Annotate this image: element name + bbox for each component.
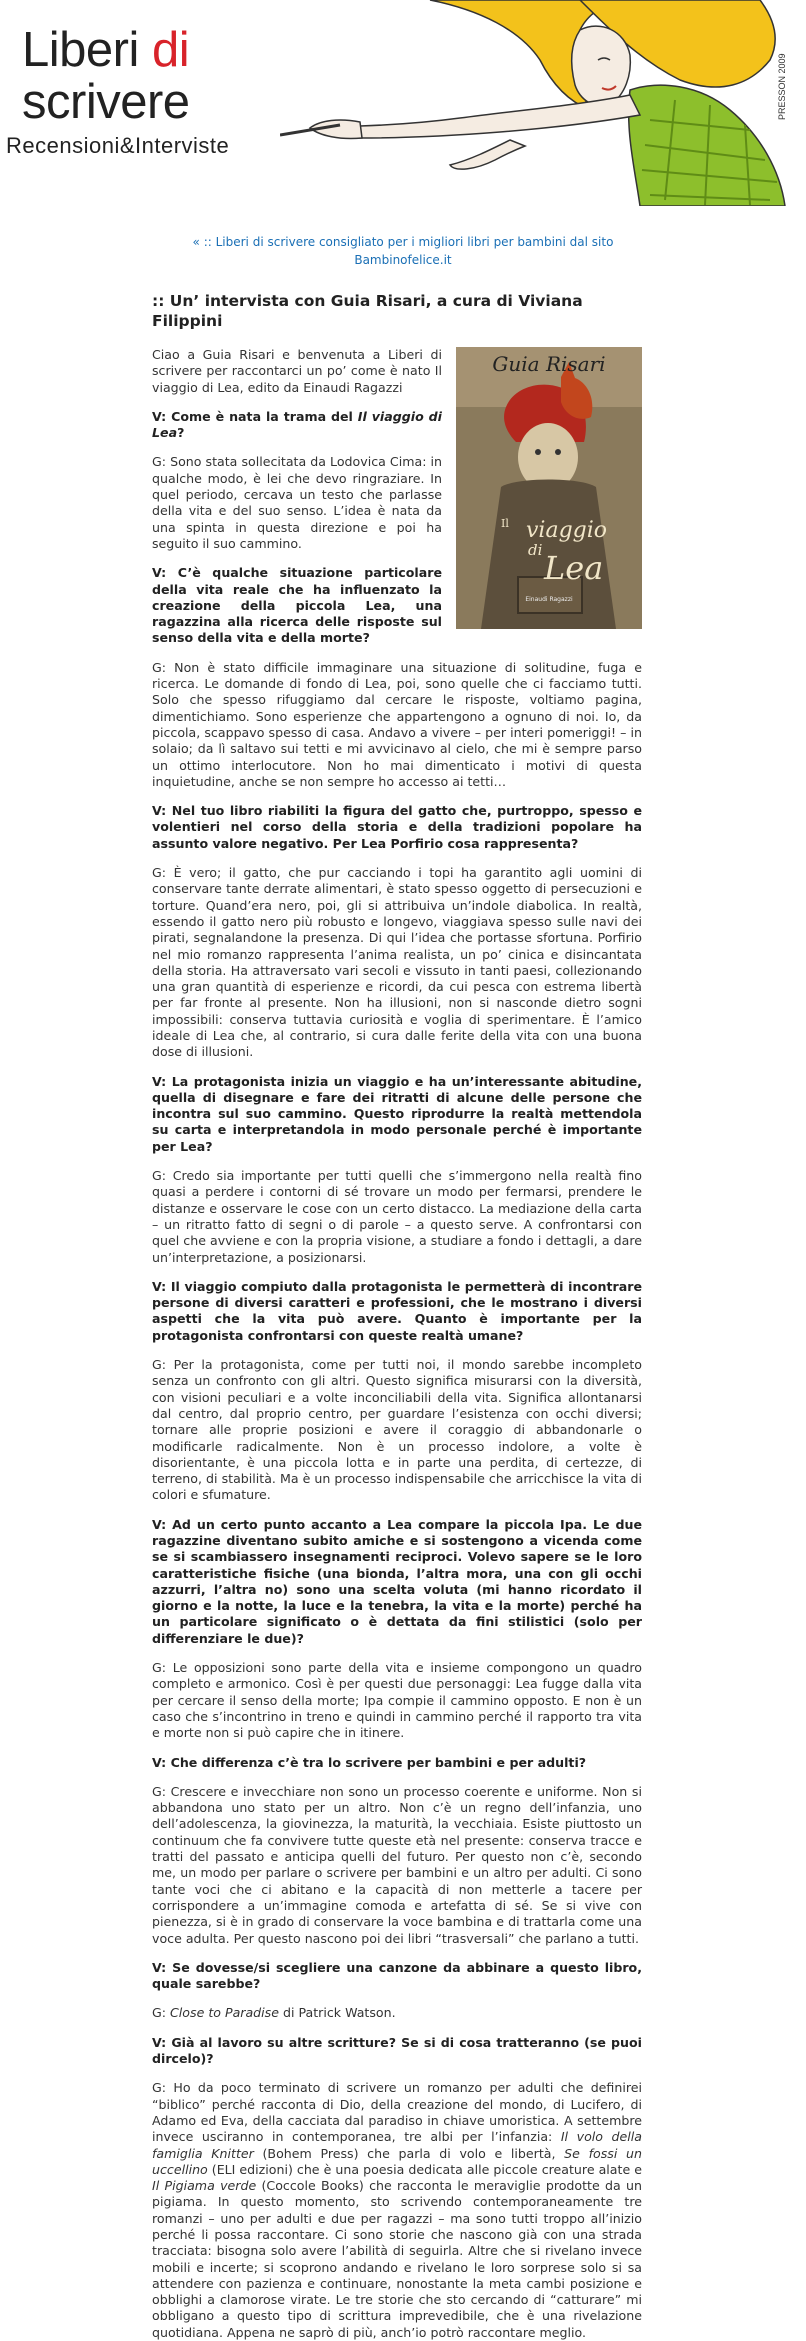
answer-8-rest: di Patrick Watson.	[278, 2005, 396, 2021]
answer-6: G: Le opposizioni sono parte della vita e insieme compongono un quadro completo e armonico. Così è per questi due personaggi: Lea fugge dalla vita per cercare il senso della morte; Ipa compie il cammino opposto. E non è un caso che s’incontrino in treno e quindi in cammino perché il rapporto tra vita e morte non si può capire che in itinere.	[152, 1660, 642, 1741]
post	[152, 291, 642, 2341]
question-1-end: ?	[177, 425, 185, 441]
answer-2: G: Non è stato difficile immaginare una situazione di solitudine, fuga e ricerca. Le domande di fondo di Lea, poi, sono quelle che ci facciamo tutti. Solo che spesso rifuggiamo dal cercare le risposte, voltiamo pagina, dimentichiamo. Sono esperienze che appartengono a ognuno di noi. Io, da piccola, scappavo spesso di casa. Andavo a vivere – per interi pomeriggi! – in solaio; da lì saltavo sui tetti e mi avvicinavo al cielo, che mi è sempre parso un ottimo interlocutore. Non ho mai dimenticato i motivi di questa inquietudine, anche se non sempre ho accesso ai tetti…	[152, 659, 642, 789]
answer-9-part-4: (Coccole Books) che racconta le meraviglie prodotte da un pigiama. In questo momento, sto scrivendo contemporaneamente tre romanzi – uno per adulti e due per ragazzi – ma sono tutti troppo all’inizio perché li possa raccontare. Ci sono storie che nascono già con una strada tracciata: bisogna solo avere l’abilità di seguirla. Altre che si rivelano invece mobili e incerte; si scoprono andando e rivelano le loro sorprese solo si sa attendere con pazienza e continuare, nonostante la meta cambi posizione e obblighi a clamorose virate. Le tre storie che sto cercando di “catturare” mi obbligano a questo tipo di scrittura imprevedibile, che è una rivelazione quotidiana. Appena ne saprò di più, anch’io potrò raccontare meglio.	[152, 2178, 642, 2340]
book-cover-title-4: Lea	[544, 549, 604, 587]
question-1-book-title: Il viaggio di Lea	[152, 408, 442, 441]
book-cover-author: Guia Risari	[492, 352, 606, 376]
question-9: V: Già al lavoro su altre scritture? Se si di cosa tratteranno (se puoi dircelo)?	[152, 2034, 642, 2067]
answer-5: G: Per la protagonista, come per tutti noi, il mondo sarebbe incompleto senza un confronto con gli altri. Questo significa misurarsi con la diversità, con visioni peculiari e a volte inconciliabili della vita. Significa allontanarsi dal centro, dal proprio centro, per guardare l’esistenza con occhi diversi; tornare alle proprie posizioni e avere il coraggio di abbandonarle o modificarle radicalmente. Non è un processo indolore, a volte è disorientante, è una piccola lotta e in parte una perdita, di certezze, di terreno, di stabilità. Ma è un processo indispensabile che arricchisce la vita di colori e sfumature.	[152, 1357, 642, 1503]
answer-9-book-3: Il Pigiama verde	[152, 2178, 257, 2194]
answer-9-book-1: Il volo della famiglia Knitter	[152, 2129, 642, 2161]
book-cover-image	[456, 347, 642, 629]
question-4: V: La protagonista inizia un viaggio e ha un’interessante abitudine, quella di disegnare e fare dei ritratti di alcune delle persone che incontra sul suo cammino. Questo riprodurre la realtà mettendola su carta e interpretandola in modo personale perché è importante per Lea?	[152, 1073, 642, 1154]
prev-post-nav	[143, 233, 663, 269]
answer-9-part-1: G: Ho da poco terminato di scrivere un romanzo per adulti che definirei “biblico” perché racconta di Dio, della creazione del mondo, di Lucifero, di Adamo ed Eva, della cacciata dal paradiso in chiave umoristica. A settembre invece usciranno in contemporanea, tre albi per l’infanzia:	[152, 2080, 642, 2145]
post-title[interactable]: :: Un’ intervista con Guia Risari, a cura di Viviana Filippini	[152, 292, 583, 330]
answer-8-song: Close to Paradise	[170, 2005, 279, 2021]
question-7: V: Che differenza c’è tra lo scrivere per bambini e per adulti?	[152, 1754, 587, 1770]
book-cover-publisher: Einaudi Ragazzi	[525, 596, 573, 603]
book-cover-title-2: viaggio	[526, 518, 608, 543]
site-header	[0, 0, 806, 206]
logo-word-di: di	[151, 23, 190, 77]
book-cover-title-3: di	[528, 541, 543, 559]
answer-8	[152, 2005, 642, 2021]
book-cover-title-1: Il	[501, 517, 509, 530]
logo-subtitle: Recensioni&Interviste	[6, 133, 230, 158]
answer-9	[152, 2080, 642, 2341]
site-logo[interactable]	[22, 24, 262, 128]
question-5: V: Il viaggio compiuto dalla protagonista le permetterà di incontrare persone di diversi caratteri e professioni, che le mostrano i diversi aspetti che la vita può avere. Quanto è importante per la protagonista confrontarsi con queste realtà umane?	[152, 1278, 642, 1343]
answer-1: G: Sono stata sollecitata da Lodovica Cima: in qualche modo, è lei che devo ringraziare. In quel periodo, cercava un testo che parlasse della vita e del suo senso. L’idea è nata da una spinta in questa direzione e poi ha seguito il suo cammino.	[152, 454, 442, 551]
answer-4: G: Credo sia importante per tutti quelli che s’immergono nella realtà fino quasi a perdere i contorni di sé trovare un modo per fermarsi, prendere le distanze e osservare le cose con un certo distacco. La mediazione della carta – un ritratto fatto di segni o di parole – a questo serve. A confrontarsi con quel che avviene e con la propria visione, a studiare a fondo i dettagli, a dare un’interpretazione, a posizionarsi.	[152, 1168, 642, 1265]
prev-post-link[interactable]: « :: Liberi di scrivere consigliato per i migliori libri per bambini dal sito Bambinofelice.it	[192, 235, 614, 267]
logo-word-liberi: Liberi	[22, 23, 139, 77]
question-1-text: V: Come è nata la trama del	[152, 408, 358, 424]
artist-signature: PRESSON 2009	[777, 53, 787, 120]
question-2: V: C’è qualche situazione particolare della vita reale che ha influenzato la creazione della piccola Lea, una ragazzina alla ricerca delle risposte sul senso della vita e della morte?	[152, 565, 442, 646]
book-cover-art	[456, 347, 642, 629]
answer-8-prefix: G:	[152, 2005, 171, 2021]
question-8: V: Se dovesse/si scegliere una canzone da abbinare a questo libro, quale sarebbe?	[152, 1959, 642, 1992]
logo-word-scrivere: scrivere	[22, 75, 190, 129]
answer-9-part-2: (Bohem Press) che parla di volo e libertà,	[253, 2145, 565, 2161]
answer-9-book-2: Se fossi un uccellino	[152, 2145, 642, 2177]
answer-7: G: Crescere e invecchiare non sono un processo coerente e uniforme. Non si abbandona uno stato per un altro. Non c’è un regno dell’infanzia, uno dell’adolescenza, la giovinezza, la maturità, la vecchiaia. Esiste piuttosto un continuum che fa convivere tutte queste età nel presente: conserva tracce e tratti del passato e anticipa quelli del futuro. Per questo non c’è, secondo me, un modo per parlare o scrivere per bambini e un altro per adulti. Ci sono tante voci che ci abitano e la capacità di non metterle a tacere per corrispondere a un’immagine comoda e artefatta di sé. Se si vive con pienezza, si è in grado di conservare la voce bambina e di trattarla come una voce adulta. Per questo nascono poi dei libri “trasversali” che parlano a tutti.	[152, 1783, 642, 1946]
intro-paragraph: Ciao a Guia Risari e benvenuta a Liberi di scrivere per raccontarci un po’ come è nato Il viaggio di Lea, edito da Einaudi Ragazzi	[152, 347, 442, 395]
answer-9-part-3: (ELI edizioni) che è una poesia dedicata alle piccole creature alate e	[207, 2161, 642, 2177]
answer-3: G: È vero; il gatto, che pur cacciando i topi ha garantito agli uomini di conservare tante derrate alimentari, è stato spesso oggetto di persecuzioni e torture. Quand’era nero, poi, gli si attribuiva un’indole diabolica. In realtà, essendo il gatto nero più robusto e longevo, viaggiava spesso sulle navi dei pirati, segnalandone la presenza. Di qui l’idea che portasse sfortuna. Porfirio nel mio romanzo rappresenta l’anima realista, un po’ cinica e disincantata della storia. Ha attraversato vari secoli e vissuto in tanti paesi, collezionando una gran quantità di esperienze e ricordi, da cui pesca con estrema libertà per far fronte al presente. Non ha illusioni, non si nasconde dietro sogni impossibili: conserva tuttavia curiosità e voglia di sperimentare. È l’amico ideale di Lea che, al contrario, si cura dalle ferite della vita con una buona dose di illusioni.	[152, 865, 642, 1060]
question-3: V: Nel tuo libro riabiliti la figura del gatto che, purtroppo, spesso e volentieri nel corso della storia e della tradizioni popolare ha assunto valore negativo. Per Lea Porfirio cosa rappresenta?	[152, 803, 642, 851]
question-6: V: Ad un certo punto accanto a Lea compare la piccola Ipa. Le due ragazzine diventano subito amiche e si sostengono a vicenda come se si scambiassero insegnamenti reciproci. Volevo sapere se le loro caratteristiche fisiche (una bionda, l’altra mora, una con gli occhi azzurri, l’altra no) sono una scelta voluta (mi hanno ricordato il giorno e la notte, la luce e la tenebra, la vita e la morte) perché ha un particolare significato o è dettata da fini stilistici (solo per differenziare le due)?	[152, 1516, 642, 1646]
header-illustration	[280, 0, 806, 206]
